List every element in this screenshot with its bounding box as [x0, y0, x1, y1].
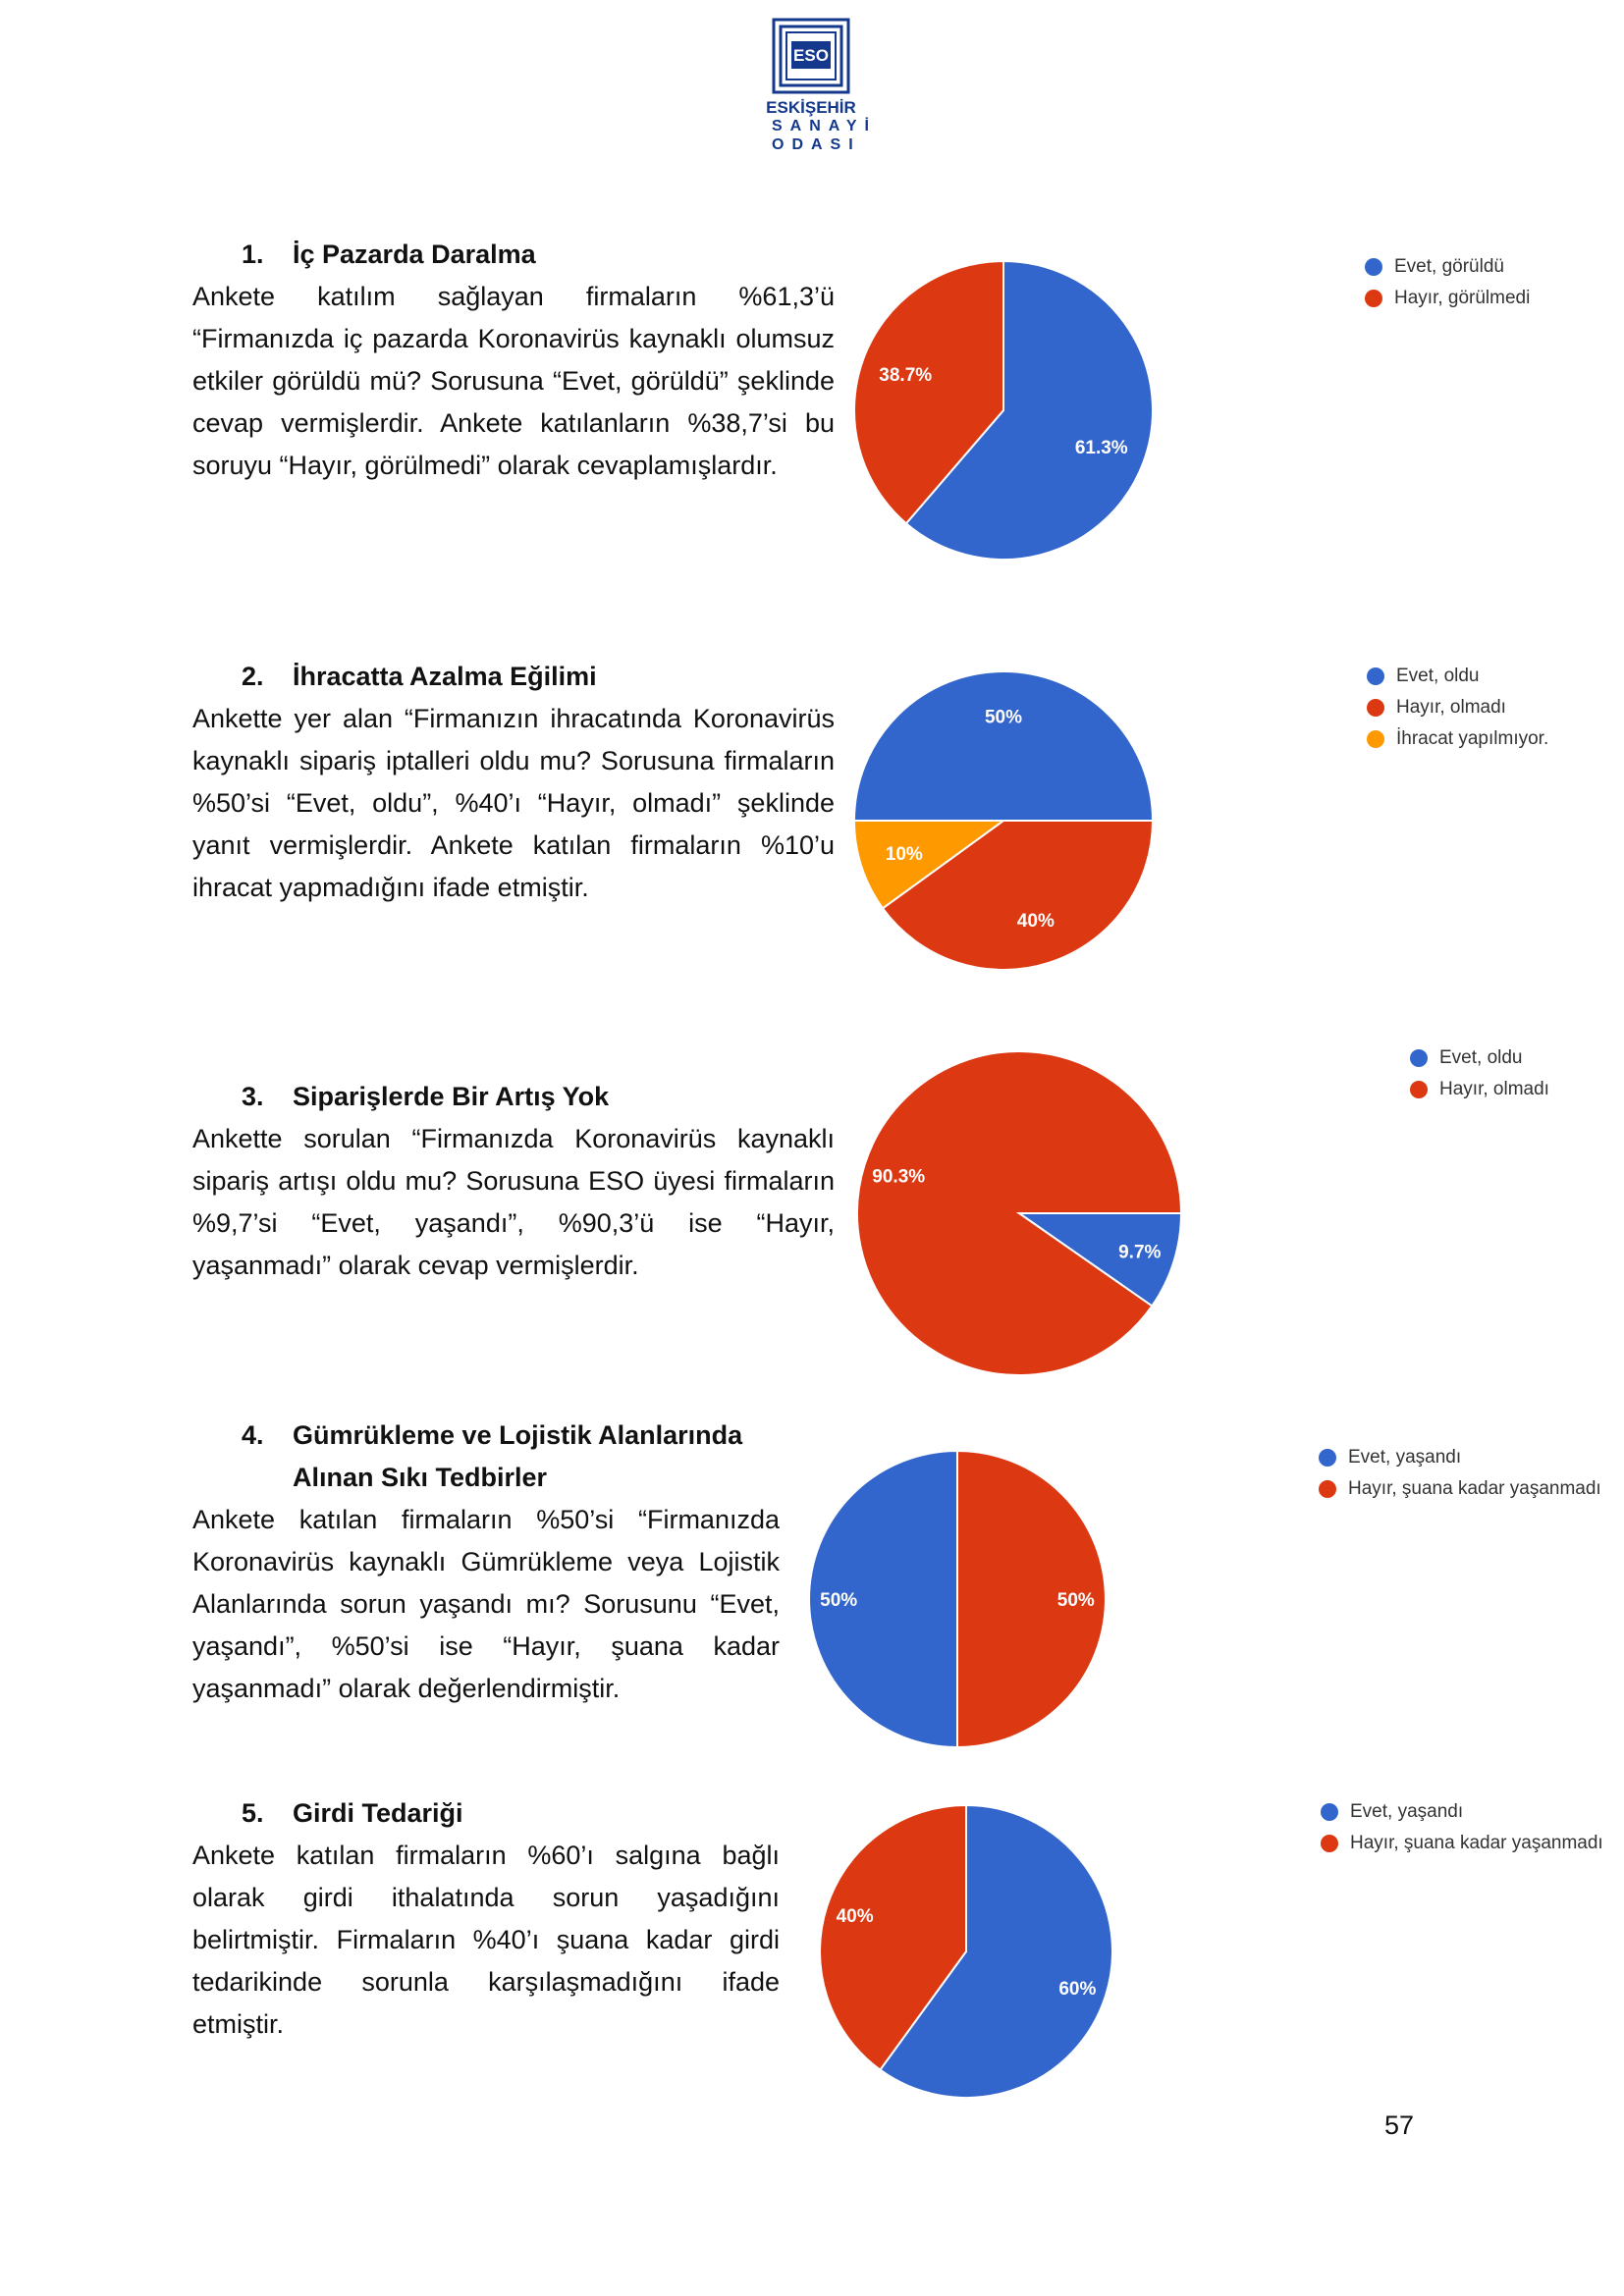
- section-heading: [192, 1415, 780, 1499]
- legend-swatch-icon: [1367, 667, 1384, 685]
- pie-data-label: 38.7%: [879, 365, 933, 387]
- legend-label: Evet, görüldü: [1394, 256, 1504, 277]
- pie-data-label: 50%: [984, 707, 1023, 728]
- legend-label: Evet, oldu: [1396, 666, 1480, 686]
- legend-swatch-icon: [1367, 730, 1384, 748]
- legend-item: [1321, 1828, 1603, 1859]
- section-number: 4.: [242, 1420, 264, 1450]
- legend-item: [1365, 251, 1530, 283]
- legend-item: [1410, 1074, 1549, 1105]
- legend-2: [1367, 661, 1548, 755]
- legend-3: [1410, 1042, 1549, 1105]
- pie-data-label: 61.3%: [1074, 437, 1128, 458]
- legend-item: [1367, 723, 1548, 755]
- legend-4: [1319, 1442, 1601, 1505]
- logo-acronym: ESO: [793, 46, 829, 65]
- pie-chart-3: [852, 1046, 1186, 1380]
- section-body: Ankette sorulan “Firmanızda Koronavirüs kaynaklı sipariş artışı oldu mu? Sorusuna ESO üyesi firmaların %9,7’si “Evet, yaşandı”, %90,3’ü ise “Hayır, yaşanmadı” olarak cevap vermişlerdir.: [192, 1124, 835, 1280]
- section-title: Siparişlerde Bir Artış Yok: [293, 1082, 610, 1111]
- section-number: 5.: [242, 1798, 264, 1828]
- pie-data-label: 90.3%: [872, 1166, 926, 1188]
- legend-5: [1321, 1796, 1603, 1859]
- section-number: 3.: [242, 1082, 264, 1111]
- section-body: Ankette yer alan “Firmanızın ihracatında Koronavirüs kaynaklı sipariş iptalleri oldu mu? Sorusuna firmaların %50’si “Evet, oldu”, %40’ı “Hayır, olmadı” şeklinde yanıt vermişlerdir. Ankete katılan firmaların %10’u ihracat yapmadığını ifade etmiştir.: [192, 704, 835, 902]
- legend-label: Hayır, olmadı: [1396, 697, 1506, 718]
- section-heading: [192, 234, 835, 276]
- legend-label: Hayır, görülmedi: [1394, 288, 1531, 308]
- pie-chart-2: [850, 667, 1157, 974]
- eso-logo: [764, 18, 877, 154]
- legend-swatch-icon: [1319, 1449, 1336, 1467]
- legend-1: [1365, 251, 1530, 314]
- pie-data-label: 40%: [1016, 911, 1055, 933]
- section-title: İhracatta Azalma Eğilimi: [293, 662, 597, 691]
- pie-data-label: 50%: [820, 1590, 858, 1611]
- pie-data-label: 60%: [1058, 1978, 1097, 2000]
- legend-label: Hayır, olmadı: [1439, 1079, 1549, 1099]
- legend-swatch-icon: [1410, 1081, 1428, 1098]
- section-title: İç Pazarda Daralma: [293, 240, 536, 269]
- eso-emblem-icon: [772, 18, 850, 94]
- pie-data-label: 40%: [836, 1906, 874, 1928]
- pie-data-label: 50%: [1056, 1590, 1095, 1611]
- section-body: Ankete katılım sağlayan firmaların %61,3’ü “Firmanızda iç pazarda Koronavirüs kaynaklı olumsuz etkiler görüldü mü? Sorusuna “Evet, görüldü” şeklinde cevap vermişlerdir. Ankete katılanların %38,7’si bu soruyu “Hayır, görülmedi” olarak cevaplamışlardır.: [192, 282, 835, 480]
- logo-line-3: ODASI: [772, 136, 861, 153]
- legend-swatch-icon: [1365, 290, 1382, 307]
- pie-chart-4: [805, 1447, 1110, 1751]
- logo-line-1: ESKİŞEHİR: [766, 98, 856, 117]
- legend-item: [1367, 692, 1548, 723]
- legend-item: [1367, 661, 1548, 692]
- legend-label: Hayır, şuana kadar yaşanmadı: [1348, 1478, 1601, 1499]
- section-gumrukleme: [192, 1415, 780, 1710]
- section-number: 2.: [242, 662, 264, 691]
- section-number: 1.: [242, 240, 264, 269]
- section-girdi-tedarigi: [192, 1792, 780, 2046]
- legend-label: İhracat yapılmıyor.: [1396, 728, 1549, 749]
- pie-chart-1: [850, 257, 1157, 563]
- section-siparis: [192, 1076, 835, 1287]
- section-heading: [192, 1792, 780, 1835]
- pie-chart-5: [817, 1802, 1115, 2101]
- section-heading: [192, 1076, 835, 1118]
- legend-swatch-icon: [1321, 1835, 1338, 1852]
- legend-item: [1319, 1473, 1601, 1505]
- pie-slice-hay-r-olmad: [857, 1051, 1181, 1375]
- pie-data-label: 9.7%: [1118, 1242, 1162, 1263]
- legend-swatch-icon: [1410, 1049, 1428, 1067]
- section-title: Girdi Tedariği: [293, 1798, 463, 1828]
- legend-label: Evet, oldu: [1439, 1047, 1523, 1068]
- legend-label: Evet, yaşandı: [1348, 1447, 1462, 1468]
- section-ihracat: [192, 656, 835, 909]
- pie-data-label: 10%: [885, 843, 923, 865]
- legend-item: [1321, 1796, 1603, 1828]
- section-title: Gümrükleme ve Lojistik Alanlarında Alınan Sıkı Tedbirler: [293, 1420, 743, 1492]
- legend-item: [1410, 1042, 1549, 1074]
- legend-label: Hayır, şuana kadar yaşanmadı: [1350, 1833, 1603, 1853]
- legend-swatch-icon: [1367, 699, 1384, 717]
- legend-swatch-icon: [1365, 258, 1382, 276]
- section-ic-pazar: [192, 234, 835, 487]
- section-heading: [192, 656, 835, 698]
- legend-swatch-icon: [1319, 1480, 1336, 1498]
- legend-swatch-icon: [1321, 1803, 1338, 1821]
- legend-item: [1365, 283, 1530, 314]
- pie-slice-evet-oldu: [854, 671, 1153, 821]
- page-number: 57: [1384, 2110, 1415, 2140]
- section-body: Ankete katılan firmaların %60’ı salgına bağlı olarak girdi ithalatında sorun yaşadığını belirtmiştir. Firmaların %40’ı şuana kadar girdi tedarikinde sorunla karşılaşmadığını ifade etmiştir.: [192, 1841, 780, 2039]
- legend-label: Evet, yaşandı: [1350, 1801, 1464, 1822]
- section-body: Ankete katılan firmaların %50’si “Firmanızda Koronavirüs kaynaklı Gümrükleme veya Lojistik Alanlarında sorun yaşandı mı? Sorusunu “Evet, yaşandı”, %50’si ise “Hayır, şuana kadar yaşanmadı” olarak değerlendirmiştir.: [192, 1505, 780, 1703]
- logo-line-2: SANAYİ: [772, 118, 877, 134]
- legend-item: [1319, 1442, 1601, 1473]
